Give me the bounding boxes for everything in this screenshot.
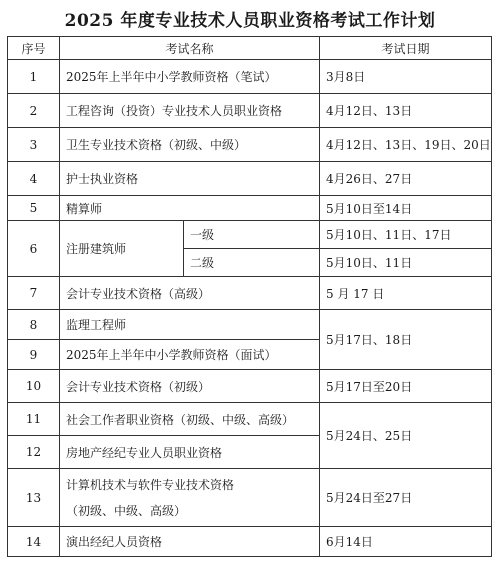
exam-name: 精算师 bbox=[60, 196, 320, 221]
table-row bbox=[8, 128, 492, 162]
table-row bbox=[8, 162, 492, 196]
exam-name: 2025年上半年中小学教师资格（笔试） bbox=[60, 60, 320, 94]
exam-date: 5月24日至27日 bbox=[320, 469, 492, 527]
row-no: 1 bbox=[8, 60, 60, 94]
row-no: 9 bbox=[8, 340, 60, 370]
exam-date: 4月12日、13日、19日、20日 bbox=[320, 128, 492, 162]
row-no: 14 bbox=[8, 527, 60, 557]
exam-name bbox=[60, 469, 320, 527]
row-no: 2 bbox=[8, 94, 60, 128]
row-no: 7 bbox=[8, 277, 60, 310]
table-row bbox=[8, 60, 492, 94]
exam-name: 演出经纪人员资格 bbox=[60, 527, 320, 557]
table-row bbox=[8, 310, 492, 340]
table-row bbox=[8, 196, 492, 221]
row-no: 13 bbox=[8, 469, 60, 527]
table-row bbox=[8, 221, 492, 249]
exam-name: 工程咨询（投资）专业技术人员职业资格 bbox=[60, 94, 320, 128]
exam-date: 5月10日、11日、17日 bbox=[320, 221, 492, 249]
header-name: 考试名称 bbox=[60, 37, 320, 60]
table-row bbox=[8, 469, 492, 527]
exam-name: 房地产经纪专业人员职业资格 bbox=[60, 436, 320, 469]
header-no: 序号 bbox=[8, 37, 60, 60]
exam-date: 6月14日 bbox=[320, 527, 492, 557]
exam-name: 卫生专业技术资格（初级、中级） bbox=[60, 128, 320, 162]
exam-date: 5月17日、18日 bbox=[320, 310, 492, 370]
exam-date: 4月12日、13日 bbox=[320, 94, 492, 128]
exam-schedule-table bbox=[7, 36, 492, 557]
exam-date: 3月8日 bbox=[320, 60, 492, 94]
exam-date: 5月10日、11日 bbox=[320, 249, 492, 277]
exam-date: 4月26日、27日 bbox=[320, 162, 492, 196]
row-no: 6 bbox=[8, 221, 60, 277]
exam-name: 会计专业技术资格（高级） bbox=[60, 277, 320, 310]
table-row bbox=[8, 403, 492, 436]
row-no: 10 bbox=[8, 370, 60, 403]
table-row bbox=[8, 527, 492, 557]
exam-name: 会计专业技术资格（初级） bbox=[60, 370, 320, 403]
row-no: 12 bbox=[8, 436, 60, 469]
exam-name: 护士执业资格 bbox=[60, 162, 320, 196]
exam-level: 二级 bbox=[184, 249, 320, 277]
exam-name-line1: 计算机技术与软件专业技术资格 bbox=[66, 477, 235, 492]
exam-name-line2: （初级、中级、高级） bbox=[66, 503, 187, 518]
exam-date: 5月10日至14日 bbox=[320, 196, 492, 221]
header-date: 考试日期 bbox=[320, 37, 492, 60]
exam-name: 监理工程师 bbox=[60, 310, 320, 340]
table-row bbox=[8, 94, 492, 128]
table-header-row bbox=[8, 37, 492, 60]
exam-date: 5月24日、25日 bbox=[320, 403, 492, 469]
table-row bbox=[8, 277, 492, 310]
exam-name: 注册建筑师 bbox=[60, 221, 184, 277]
exam-name: 社会工作者职业资格（初级、中级、高级） bbox=[60, 403, 320, 436]
exam-name: 2025年上半年中小学教师资格（面试） bbox=[60, 340, 320, 370]
row-no: 8 bbox=[8, 310, 60, 340]
row-no: 4 bbox=[8, 162, 60, 196]
exam-date: 5月17日至20日 bbox=[320, 370, 492, 403]
row-no: 11 bbox=[8, 403, 60, 436]
row-no: 5 bbox=[8, 196, 60, 221]
row-no: 3 bbox=[8, 128, 60, 162]
table-row bbox=[8, 370, 492, 403]
exam-date: 5 月 17 日 bbox=[320, 277, 492, 310]
exam-level: 一级 bbox=[184, 221, 320, 249]
page-title: 2025 年度专业技术人员职业资格考试工作计划 bbox=[64, 11, 436, 31]
